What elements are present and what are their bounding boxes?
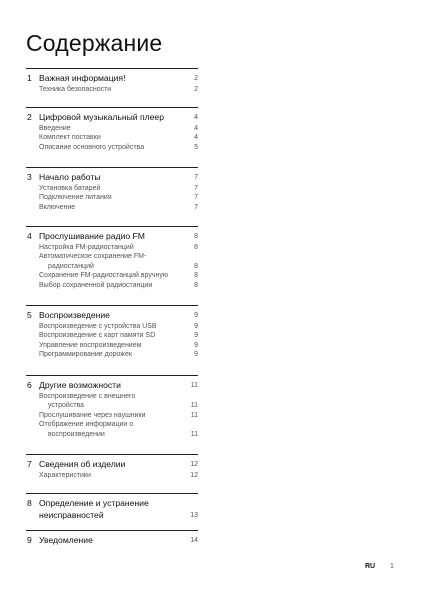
page-number: 4 — [194, 114, 198, 121]
toc-item[interactable]: Подключение питания 7 — [39, 194, 198, 202]
page-number: 9 — [194, 322, 198, 330]
page-number: 14 — [190, 537, 198, 544]
page-number-footer: 1 — [390, 563, 394, 570]
section-number: 7 — [27, 459, 32, 469]
page-number: 7 — [194, 184, 198, 192]
page-number: 8 — [194, 262, 198, 270]
toc-item[interactable]: Программирование дорожек 9 — [39, 351, 198, 359]
page-number: 8 — [194, 281, 198, 289]
toc-item[interactable]: Включение 7 — [39, 203, 198, 211]
section-title: Другие возможности 11 — [39, 380, 198, 390]
page-title: Содержание — [26, 30, 163, 56]
page-number: 8 — [194, 272, 198, 280]
section-title: Прослушивание радио FM 8 — [39, 231, 198, 241]
toc-item[interactable]: Сохранение FM-радиостанций вручную 8 — [39, 272, 198, 280]
section-title: Определение и устранение неисправностей 13 — [39, 498, 198, 520]
toc-item[interactable]: Настройка FM-радиостанций 8 — [39, 243, 198, 251]
toc-item[interactable]: Комплект поставки 4 — [39, 134, 198, 142]
toc-heading-2[interactable] — [26, 112, 198, 124]
toc-heading-1[interactable] — [26, 73, 198, 85]
page-number: 2 — [194, 75, 198, 82]
page-number: 7 — [194, 194, 198, 202]
page-number: 8 — [194, 233, 198, 240]
toc-heading-8[interactable] — [26, 498, 198, 521]
toc-item[interactable]: Воспроизведение с внешнего устройства 11 — [39, 392, 198, 410]
toc-heading-6[interactable] — [26, 380, 198, 392]
toc-section-1 — [26, 68, 198, 97]
page-number: 11 — [190, 382, 198, 389]
toc-item[interactable]: Отображение информации о воспроизведении 11 — [39, 421, 198, 438]
toc-item[interactable]: Прослушивание через наушники 11 — [39, 411, 198, 419]
section-number: 5 — [27, 310, 32, 320]
page-number: 5 — [194, 143, 198, 151]
section-title: Цифровой музыкальный плеер 4 — [39, 112, 198, 122]
page-number: 4 — [194, 134, 198, 142]
section-number: 8 — [27, 498, 32, 508]
toc-item[interactable]: Введение 4 — [39, 124, 198, 132]
section-title: Важная информация! 2 — [39, 73, 198, 83]
page-number: 4 — [194, 124, 198, 132]
section-title: Воспроизведение 9 — [39, 310, 198, 320]
page-number: 9 — [194, 351, 198, 359]
toc-heading-4[interactable] — [26, 231, 198, 243]
toc-item[interactable]: Установка батарей 7 — [39, 184, 198, 192]
toc-section-7 — [26, 454, 198, 483]
toc-section-8 — [26, 493, 198, 522]
toc-heading-3[interactable] — [26, 172, 198, 184]
language-code: RU — [365, 563, 376, 570]
toc-section-2 — [26, 107, 198, 156]
toc-item[interactable]: Описание основного устройства 5 — [39, 143, 198, 151]
toc-heading-9[interactable] — [26, 535, 198, 547]
page-number: 2 — [194, 85, 198, 93]
toc-section-3 — [26, 167, 198, 216]
section-title: Начало работы 7 — [39, 172, 198, 182]
page-number: 9 — [194, 341, 198, 349]
section-number: 3 — [27, 172, 32, 182]
page-number: 12 — [190, 461, 198, 468]
section-number: 9 — [27, 535, 32, 545]
section-number: 1 — [27, 73, 32, 83]
toc-item[interactable]: Воспроизведение с карт памяти SD 9 — [39, 332, 198, 340]
toc-item[interactable]: Техника безопасности 2 — [39, 85, 198, 93]
section-number: 6 — [27, 380, 32, 390]
page-number: 7 — [194, 174, 198, 181]
toc-section-6 — [26, 375, 198, 444]
section-number: 2 — [27, 112, 32, 122]
page-number: 11 — [190, 402, 198, 410]
toc-item[interactable]: Управление воспроизведением 9 — [39, 341, 198, 349]
toc-item[interactable]: Характеристики 12 — [39, 471, 198, 479]
page-number: 11 — [190, 411, 198, 419]
section-number: 4 — [27, 231, 32, 241]
section-title: Сведения об изделии 12 — [39, 459, 198, 469]
page-number: 13 — [190, 511, 198, 519]
page-number: 12 — [190, 471, 198, 479]
toc-item[interactable]: Воспроизведение с устройства USB 9 — [39, 322, 198, 330]
page-number: 9 — [194, 332, 198, 340]
toc-heading-7[interactable] — [26, 459, 198, 471]
toc-section-5 — [26, 305, 198, 364]
toc-item[interactable]: Автоматическое сохранение FM- радиостанций 8 — [39, 253, 198, 270]
toc-section-4 — [26, 226, 198, 294]
toc-section-9 — [26, 530, 198, 547]
page-number: 11 — [190, 430, 198, 438]
page-number: 7 — [194, 203, 198, 211]
section-title: Уведомление 14 — [39, 535, 198, 545]
toc-heading-5[interactable] — [26, 310, 198, 322]
table-of-contents — [26, 68, 198, 547]
page-number: 9 — [194, 312, 198, 319]
toc-item[interactable]: Выбор сохраненной радиостанции 8 — [39, 281, 198, 289]
page-number: 8 — [194, 243, 198, 251]
